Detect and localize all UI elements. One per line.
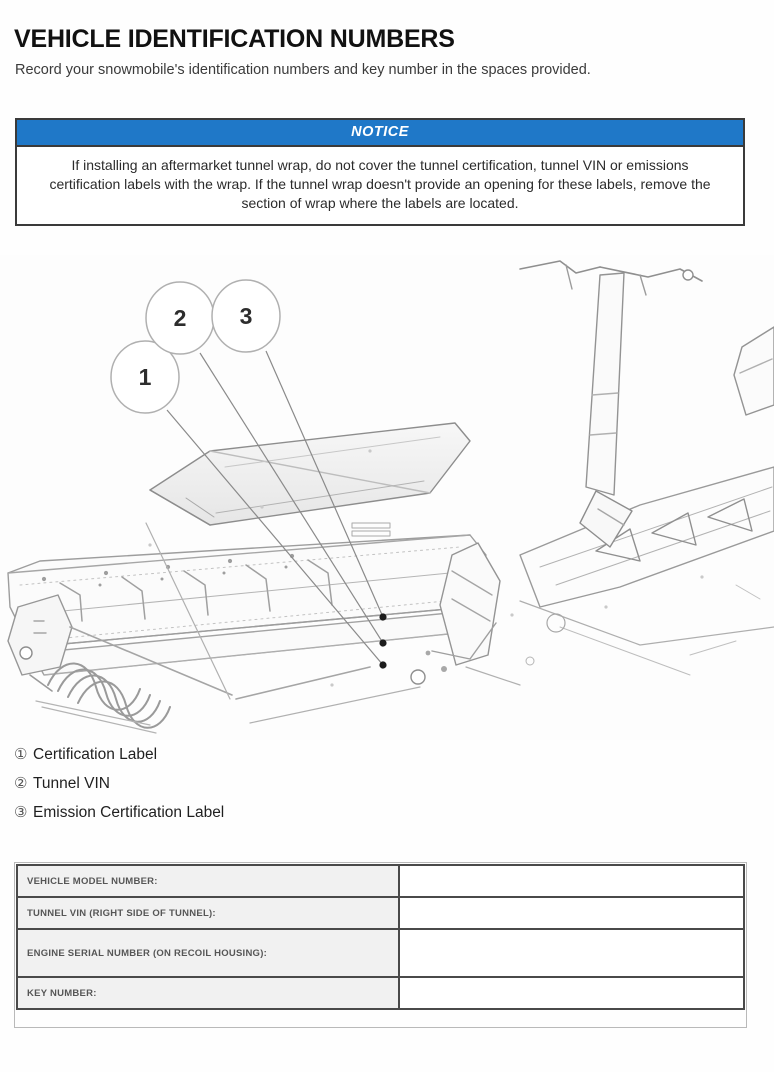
legend-label-3: Emission Certification Label [33, 804, 225, 821]
list-item [14, 803, 514, 822]
table-input-tunnel-vin[interactable] [399, 897, 744, 929]
table-input-engine-serial-number[interactable] [399, 929, 744, 977]
callout-bubble-3 [212, 280, 280, 352]
page-title: VEHICLE IDENTIFICATION NUMBERS [14, 24, 455, 53]
leader-endpoint-dot-1 [379, 613, 386, 620]
table-row [17, 977, 744, 1009]
list-item [14, 774, 514, 793]
table-label-tunnel-vin: TUNNEL VIN (RIGHT SIDE OF TUNNEL): [17, 897, 399, 929]
snowmobile-illustration [0, 255, 774, 740]
legend-marker-1: ① [14, 746, 28, 763]
legend-label-2: Tunnel VIN [33, 775, 110, 792]
list-item [14, 745, 514, 764]
table-row [17, 897, 744, 929]
intro-paragraph: Record your snowmobile's identification numbers and key number in the spaces provided. [15, 61, 591, 78]
table-row [17, 865, 744, 897]
table-label-engine-serial-number: ENGINE SERIAL NUMBER (ON RECOIL HOUSING): [17, 929, 399, 977]
legend-label-1: Certification Label [33, 746, 158, 763]
table-label-key-number: KEY NUMBER: [17, 977, 399, 1009]
callout-bubble-2 [146, 282, 214, 354]
legend-marker-3: ③ [14, 804, 28, 821]
callout-number-1: 1 [138, 364, 152, 390]
legend-marker-2: ② [14, 775, 28, 792]
callout-number-2: 2 [173, 305, 187, 331]
table-row [17, 929, 744, 977]
table-input-key-number[interactable] [399, 977, 744, 1009]
callout-number-3: 3 [239, 303, 253, 329]
notice-body-text: If installing an aftermarket tunnel wrap, do not cover the tunnel certification, tunnel VIN or emissions certification labels with the wrap. If the tunnel wrap doesn't provide an opening for these labels, remove the section of wrap where the labels are located. [49, 157, 711, 211]
leader-endpoint-dot-2 [379, 639, 386, 646]
notice-box [15, 118, 745, 226]
table-input-vehicle-model-number[interactable] [399, 865, 744, 897]
leader-endpoint-dot-3 [379, 661, 386, 668]
table-label-vehicle-model-number: VEHICLE MODEL NUMBER: [17, 865, 399, 897]
illustration-svg [0, 255, 774, 740]
notice-header: NOTICE [17, 120, 743, 147]
vin-record-table [16, 864, 745, 1010]
callout-legend [14, 745, 514, 832]
